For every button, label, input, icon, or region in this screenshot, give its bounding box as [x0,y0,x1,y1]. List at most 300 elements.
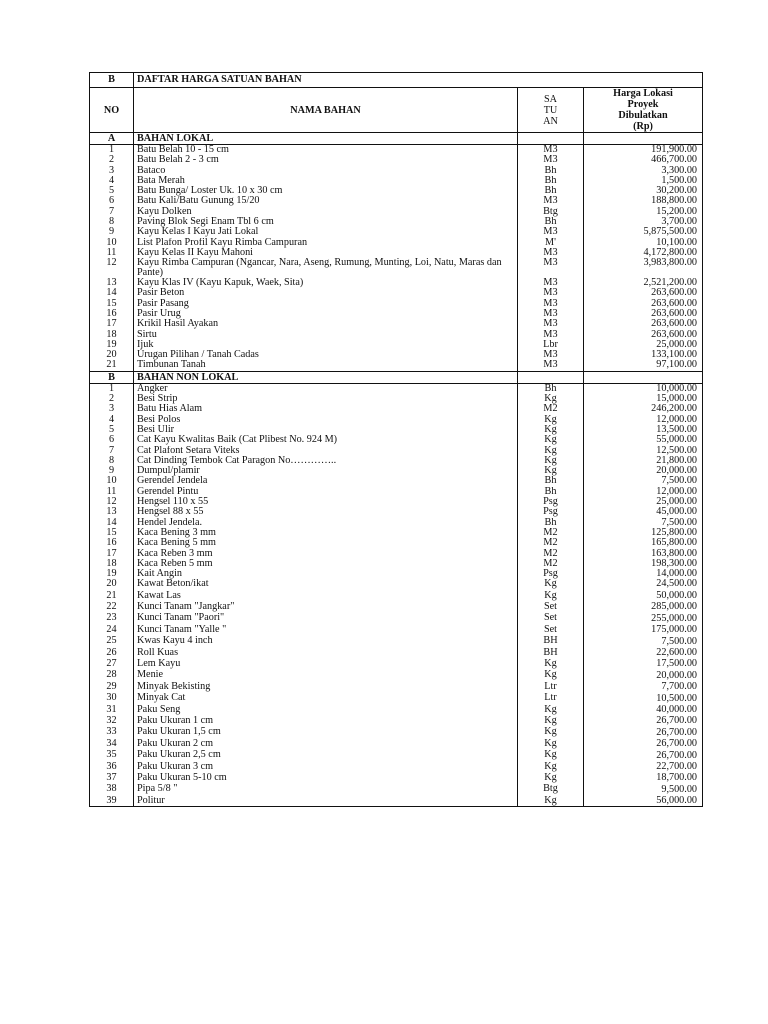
row-nama-bahan: Kaca Bening 3 mm [134,528,518,538]
row-harga: 12,000.00 [584,415,703,425]
row-nama-bahan: Kaca Bening 5 mm [134,538,518,548]
row-satuan: Kg [518,772,584,783]
row-no: 16 [90,538,134,548]
row-nama-bahan: Politur [134,795,518,807]
row-nama-bahan: Hengsel 88 x 55 [134,507,518,517]
row-nama-bahan: Kayu Dolken [134,207,518,217]
row-harga: 7,500.00 [584,518,703,528]
row-harga: 263,600.00 [584,330,703,340]
row-nama-bahan: Kaca Reben 3 mm [134,549,518,559]
row-harga: 25,000.00 [584,497,703,507]
table-row [90,176,703,186]
row-nama-bahan: Kayu Kelas I Kayu Jati Lokal [134,227,518,237]
row-nama-bahan: Paku Ukuran 5-10 cm [134,772,518,783]
row-satuan: Kg [518,704,584,715]
row-no: 9 [90,227,134,237]
row-satuan: Kg [518,394,584,404]
row-harga: 10,100.00 [584,238,703,248]
row-no: 7 [90,446,134,456]
row-no: 12 [90,497,134,507]
section-code: A [90,133,134,145]
row-satuan: BH [518,647,584,658]
row-no: 12 [90,258,134,278]
row-satuan: Set [518,612,584,623]
row-no: 28 [90,669,134,680]
table-row [90,207,703,217]
row-nama-bahan: List Plafon Profil Kayu Rimba Campuran [134,238,518,248]
row-no: 39 [90,795,134,807]
row-nama-bahan: Gerendel Pintu [134,487,518,497]
row-no: 20 [90,579,134,589]
row-nama-bahan: Cat Plafont Setara Viteks [134,446,518,456]
row-no: 31 [90,704,134,715]
table-row [90,435,703,445]
row-nama-bahan: Pipa 5/8 " [134,783,518,794]
row-harga: 56,000.00 [584,795,703,807]
section-header-row [90,133,703,145]
row-satuan: Psg [518,569,584,579]
row-satuan: Kg [518,425,584,435]
row-satuan: M3 [518,196,584,206]
row-harga: 1,500.00 [584,176,703,186]
row-harga: 22,600.00 [584,647,703,658]
table-row [90,217,703,227]
row-harga: 3,300.00 [584,166,703,176]
row-harga: 40,000.00 [584,704,703,715]
row-satuan: M' [518,238,584,248]
section-header-row [90,371,703,383]
row-nama-bahan: Lem Kayu [134,658,518,669]
table-row [90,518,703,528]
table-row [90,196,703,206]
row-nama-bahan: Batu Bunga/ Loster Uk. 10 x 30 cm [134,186,518,196]
row-nama-bahan: Sirtu [134,330,518,340]
row-nama-bahan: Kunci Tanam "Paori" [134,612,518,623]
row-harga: 3,700.00 [584,217,703,227]
row-harga: 133,100.00 [584,350,703,360]
row-satuan: M3 [518,248,584,258]
row-harga: 10,000.00 [584,383,703,394]
row-satuan: Kg [518,579,584,589]
table-row [90,394,703,404]
row-nama-bahan: Krikil Hasil Ayakan [134,319,518,329]
table-row [90,145,703,156]
header-nama-bahan [134,88,518,133]
row-satuan: Bh [518,166,584,176]
row-nama-bahan: Hengsel 110 x 55 [134,497,518,507]
row-no: 10 [90,238,134,248]
table-row [90,669,703,680]
row-nama-bahan: Besi Polos [134,415,518,425]
row-satuan: M3 [518,319,584,329]
row-no: 21 [90,360,134,371]
row-nama-bahan: Paku Seng [134,704,518,715]
row-nama-bahan: Besi Strip [134,394,518,404]
price-table [89,72,703,807]
row-harga: 55,000.00 [584,435,703,445]
row-harga: 12,000.00 [584,487,703,497]
table-row [90,569,703,579]
row-no: 17 [90,549,134,559]
row-harga: 4,172,800.00 [584,248,703,258]
row-harga: 22,700.00 [584,761,703,772]
row-nama-bahan: Kayu Rimba Campuran (Ngancar, Nara, Aseng, Rumung, Munting, Loi, Natu, Maras dan Pante) [134,258,518,278]
table-row [90,227,703,237]
table-row [90,166,703,176]
header-no: NO [90,88,134,133]
row-no: 27 [90,658,134,669]
row-no: 13 [90,507,134,517]
table-row [90,340,703,350]
row-no: 16 [90,309,134,319]
row-no: 8 [90,217,134,227]
row-no: 10 [90,476,134,486]
price-table-body [90,73,703,807]
row-satuan: M3 [518,227,584,237]
row-no: 4 [90,415,134,425]
row-harga: 285,000.00 [584,601,703,612]
header-satuan: SA TU AN [518,88,584,133]
row-no: 35 [90,749,134,760]
table-row [90,404,703,414]
row-nama-bahan: Kayu Kelas II Kayu Mahoni [134,248,518,258]
row-nama-bahan: Batu Belah 2 - 3 cm [134,155,518,165]
row-harga: 24,500.00 [584,579,703,589]
row-no: 34 [90,738,134,749]
row-nama-bahan: Roll Kuas [134,647,518,658]
table-row [90,681,703,692]
row-no: 24 [90,624,134,635]
row-no: 38 [90,783,134,794]
row-harga: 5,875,500.00 [584,227,703,237]
row-satuan: Lbr [518,340,584,350]
table-row [90,749,703,760]
table-row [90,466,703,476]
table-row [90,446,703,456]
row-no: 1 [90,383,134,394]
row-nama-bahan: Paku Ukuran 2,5 cm [134,749,518,760]
row-nama-bahan: Bata Merah [134,176,518,186]
table-row [90,590,703,601]
row-nama-bahan: Urugan Pilihan / Tanah Cadas [134,350,518,360]
row-satuan: Kg [518,415,584,425]
row-harga: 9,500.00 [584,783,703,794]
row-satuan: Bh [518,217,584,227]
row-harga: 263,600.00 [584,319,703,329]
row-no: 23 [90,612,134,623]
table-row [90,538,703,548]
row-satuan: Kg [518,446,584,456]
table-row [90,248,703,258]
row-satuan: Psg [518,497,584,507]
row-satuan: Kg [518,658,584,669]
row-harga: 20,000.00 [584,466,703,476]
row-nama-bahan: Cat Kayu Kwalitas Baik (Cat Plibest No. 924 M) [134,435,518,445]
row-satuan: M3 [518,278,584,288]
table-row [90,559,703,569]
row-harga: 12,500.00 [584,446,703,456]
row-nama-bahan: Batu Belah 10 - 15 cm [134,145,518,156]
table-row [90,425,703,435]
row-nama-bahan: Kawat Beton/ikat [134,579,518,589]
row-satuan: M2 [518,549,584,559]
row-satuan: Kg [518,726,584,737]
table-row [90,309,703,319]
row-harga: 255,000.00 [584,612,703,623]
table-row [90,507,703,517]
row-no: 11 [90,248,134,258]
row-no: 30 [90,692,134,703]
row-nama-bahan: Cat Dinding Tembok Cat Paragon No………….. [134,456,518,466]
row-nama-bahan: Dumpul/plamir [134,466,518,476]
table-row [90,456,703,466]
row-nama-bahan: Pasir Urug [134,309,518,319]
table-row [90,487,703,497]
row-satuan: Ltr [518,681,584,692]
section-title: BAHAN NON LOKAL [134,371,518,383]
row-satuan: Psg [518,507,584,517]
row-no: 4 [90,176,134,186]
table-row [90,415,703,425]
row-satuan: Kg [518,749,584,760]
row-satuan: M3 [518,350,584,360]
row-no: 6 [90,196,134,206]
row-harga: 15,200.00 [584,207,703,217]
row-harga: 10,500.00 [584,692,703,703]
row-no: 19 [90,340,134,350]
row-satuan: Kg [518,669,584,680]
table-row [90,288,703,298]
table-row [90,761,703,772]
row-nama-bahan: Paving Blok Segi Enam Tbl 6 cm [134,217,518,227]
row-no: 15 [90,528,134,538]
row-harga: 191,900.00 [584,145,703,156]
section-title: BAHAN LOKAL [134,133,518,145]
table-row [90,579,703,589]
row-no: 14 [90,518,134,528]
row-no: 5 [90,186,134,196]
row-nama-bahan: Angker [134,383,518,394]
title-code: B [90,73,134,88]
row-harga: 198,300.00 [584,559,703,569]
table-row [90,783,703,794]
table-row [90,624,703,635]
table-row [90,528,703,538]
row-nama-bahan: Hendel Jendela. [134,518,518,528]
row-satuan: M3 [518,309,584,319]
row-satuan: Bh [518,176,584,186]
header-harga: Harga Lokasi Proyek Dibulatkan (Rp) [584,88,703,133]
row-harga: 18,700.00 [584,772,703,783]
row-no: 19 [90,569,134,579]
row-harga: 21,800.00 [584,456,703,466]
row-nama-bahan: Pasir Beton [134,288,518,298]
row-satuan: Bh [518,186,584,196]
row-satuan: M3 [518,288,584,298]
row-satuan: M3 [518,258,584,278]
row-no: 11 [90,487,134,497]
section-harga-cell [584,133,703,145]
row-nama-bahan: Paku Ukuran 2 cm [134,738,518,749]
row-satuan: Btg [518,783,584,794]
section-satuan-cell [518,371,584,383]
table-row [90,726,703,737]
row-harga: 14,000.00 [584,569,703,579]
row-harga: 7,700.00 [584,681,703,692]
row-satuan: Kg [518,435,584,445]
row-no: 6 [90,435,134,445]
row-satuan: M3 [518,330,584,340]
table-row [90,238,703,248]
row-harga: 25,000.00 [584,340,703,350]
row-harga: 175,000.00 [584,624,703,635]
row-nama-bahan: Kawat Las [134,590,518,601]
row-satuan: Ltr [518,692,584,703]
row-satuan: Set [518,624,584,635]
row-no: 9 [90,466,134,476]
table-row [90,658,703,669]
row-no: 2 [90,155,134,165]
table-row [90,299,703,309]
row-satuan: Bh [518,476,584,486]
row-harga: 26,700.00 [584,738,703,749]
row-harga: 17,500.00 [584,658,703,669]
row-no: 33 [90,726,134,737]
table-row [90,330,703,340]
table-row [90,258,703,278]
row-harga: 163,800.00 [584,549,703,559]
row-harga: 26,700.00 [584,715,703,726]
row-satuan: M3 [518,145,584,156]
row-no: 20 [90,350,134,360]
row-no: 18 [90,330,134,340]
row-no: 8 [90,456,134,466]
row-no: 13 [90,278,134,288]
table-row [90,155,703,165]
row-nama-bahan: Pasir Pasang [134,299,518,309]
table-row [90,278,703,288]
table-title-row [90,73,703,88]
row-harga: 125,800.00 [584,528,703,538]
row-harga: 188,800.00 [584,196,703,206]
row-no: 36 [90,761,134,772]
row-satuan: BH [518,635,584,646]
row-harga: 263,600.00 [584,288,703,298]
row-satuan: M3 [518,299,584,309]
row-harga: 165,800.00 [584,538,703,548]
row-no: 22 [90,601,134,612]
table-row [90,647,703,658]
row-no: 15 [90,299,134,309]
row-harga: 263,600.00 [584,309,703,319]
row-nama-bahan: Batu Kali/Batu Gunung 15/20 [134,196,518,206]
row-harga: 50,000.00 [584,590,703,601]
table-row [90,350,703,360]
row-harga: 7,500.00 [584,476,703,486]
row-nama-bahan: Ijuk [134,340,518,350]
table-row [90,692,703,703]
row-satuan: M2 [518,538,584,548]
row-nama-bahan: Menie [134,669,518,680]
row-harga: 97,100.00 [584,360,703,371]
table-header-row [90,88,703,133]
row-harga: 20,000.00 [584,669,703,680]
row-satuan: Set [518,601,584,612]
row-no: 7 [90,207,134,217]
row-harga: 26,700.00 [584,749,703,760]
row-no: 21 [90,590,134,601]
row-nama-bahan: Kait Angin [134,569,518,579]
row-harga: 45,000.00 [584,507,703,517]
row-satuan: Kg [518,466,584,476]
table-row [90,476,703,486]
row-no: 32 [90,715,134,726]
row-harga: 13,500.00 [584,425,703,435]
table-row [90,772,703,783]
row-satuan: Kg [518,795,584,807]
row-harga: 263,600.00 [584,299,703,309]
table-row [90,704,703,715]
table-row [90,549,703,559]
row-harga: 26,700.00 [584,726,703,737]
row-satuan: M2 [518,404,584,414]
row-satuan: Bh [518,383,584,394]
row-nama-bahan: Timbunan Tanah [134,360,518,371]
row-no: 14 [90,288,134,298]
table-row [90,360,703,371]
table-row [90,319,703,329]
row-no: 25 [90,635,134,646]
section-code: B [90,371,134,383]
section-harga-cell [584,371,703,383]
row-no: 2 [90,394,134,404]
row-nama-bahan: Kayu Klas IV (Kayu Kapuk, Waek, Sita) [134,278,518,288]
row-nama-bahan: Paku Ukuran 1 cm [134,715,518,726]
table-title: DAFTAR HARGA SATUAN BAHAN [134,73,703,88]
row-nama-bahan: Kwas Kayu 4 inch [134,635,518,646]
row-nama-bahan: Kunci Tanam "Yalle " [134,624,518,635]
row-harga: 246,200.00 [584,404,703,414]
row-nama-bahan: Batu Hias Alam [134,404,518,414]
row-no: 17 [90,319,134,329]
row-satuan: Bh [518,518,584,528]
row-harga: 30,200.00 [584,186,703,196]
row-satuan: M3 [518,155,584,165]
row-harga: 466,700.00 [584,155,703,165]
row-nama-bahan: Paku Ukuran 1,5 cm [134,726,518,737]
row-satuan: Kg [518,761,584,772]
row-harga: 15,000.00 [584,394,703,404]
header-nama-bahan-label: NAMA BAHAN [290,104,361,116]
row-nama-bahan: Besi Ulir [134,425,518,435]
row-nama-bahan: Kunci Tanam "Jangkar" [134,601,518,612]
row-harga: 7,500.00 [584,635,703,646]
row-no: 18 [90,559,134,569]
row-no: 3 [90,166,134,176]
row-nama-bahan: Kaca Reben 5 mm [134,559,518,569]
row-satuan: Kg [518,738,584,749]
row-satuan: Bh [518,487,584,497]
row-no: 1 [90,145,134,156]
section-satuan-cell [518,133,584,145]
row-satuan: Kg [518,715,584,726]
row-no: 3 [90,404,134,414]
row-no: 37 [90,772,134,783]
table-row [90,738,703,749]
row-nama-bahan: Gerendel Jendela [134,476,518,486]
row-no: 29 [90,681,134,692]
row-satuan: M2 [518,559,584,569]
